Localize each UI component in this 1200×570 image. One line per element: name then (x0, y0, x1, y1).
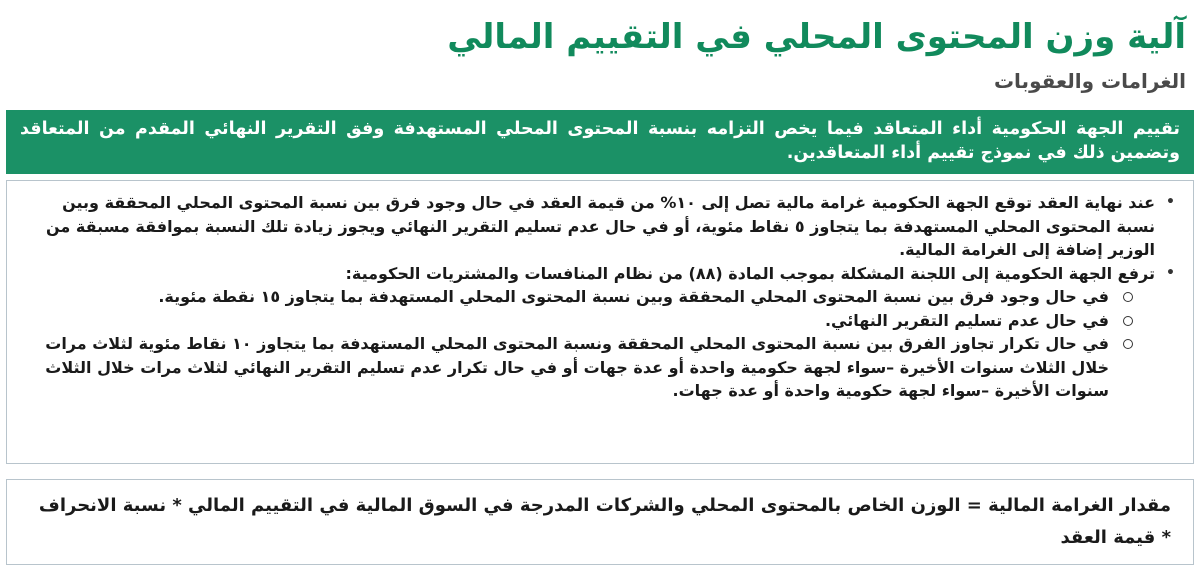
bullet-icon: • (1166, 194, 1175, 210)
penalty-formula-box (6, 479, 1194, 565)
sub-rule-item (27, 332, 1155, 403)
rule-sub-list (27, 285, 1155, 403)
summary-banner (6, 110, 1194, 174)
circle-bullet-icon (1123, 292, 1133, 302)
rule-text: ترفع الجهة الحكومية إلى اللجنة المشكلة بموجب المادة (٨٨) من نظام المنافسات والمشتريات الحكومية: (345, 263, 1155, 283)
penalties-rules-box (6, 180, 1194, 464)
circle-bullet-icon (1123, 339, 1133, 349)
rules-list (27, 191, 1177, 403)
rule-item (27, 191, 1177, 262)
sub-rule-text: في حال تكرار تجاوز الفرق بين نسبة المحتوى المحلي المحققة ونسبة المحتوى المحلي المستهدفة بما يتجاوز ١٠ نقاط مئوية لثلاث مرات خلال الثلاث سنوات الأخيرة –سواء لجهة حكومية واحدة أو عدة جهات أو في حال تكرار عدم تسليم التقرير النهائي لثلاث مرات خلال الثلاث سنوات الأخيرة –سواء لجهة حكومية واحدة أو عدة جهات. (45, 334, 1109, 400)
sub-rule-item (27, 309, 1155, 333)
penalty-formula-text: مقدار الغرامة المالية = الوزن الخاص بالمحتوى المحلي والشركات المدرجة في السوق المالية في التقييم المالي * نسبة الانحراف * قيمة العقد (38, 495, 1171, 548)
page-subtitle: الغرامات والعقوبات (993, 69, 1186, 93)
page-title: آلية وزن المحتوى المحلي في التقييم المالي (447, 17, 1186, 57)
rule-text: عند نهاية العقد توقع الجهة الحكومية غرامة مالية تصل إلى ١٠% من قيمة العقد في حال وجود فرق بين نسبة المحتوى المحلي المحققة وبين نسبة المحتوى المحلي المستهدفة بما يتجاوز ٥ نقاط مئوية، أو في حال عدم تسليم التقرير النهائي ويجوز زيادة تلك النسبة بموافقة مسبقة من الوزير إضافة إلى الغرامة المالية. (45, 193, 1155, 259)
summary-banner-text: تقييم الجهة الحكومية أداء المتعاقد فيما يخص التزامه بنسبة المحتوى المحلي المستهدفة وفق التقرير النهائي المقدم من المتعاقد وتضمين ذلك في نموذج تقييم أداء المتعاقدين. (20, 119, 1180, 163)
circle-bullet-icon (1123, 316, 1133, 326)
sub-rule-text: في حال عدم تسليم التقرير النهائي. (824, 310, 1109, 330)
rule-item (27, 262, 1177, 403)
bullet-icon: • (1166, 264, 1175, 281)
sub-rule-text: في حال وجود فرق بين نسبة المحتوى المحلي المحققة وبين نسبة المحتوى المحلي المستهدفة بما يتجاوز ١٥ نقطة مئوية. (158, 287, 1109, 306)
sub-rule-item (27, 285, 1155, 309)
